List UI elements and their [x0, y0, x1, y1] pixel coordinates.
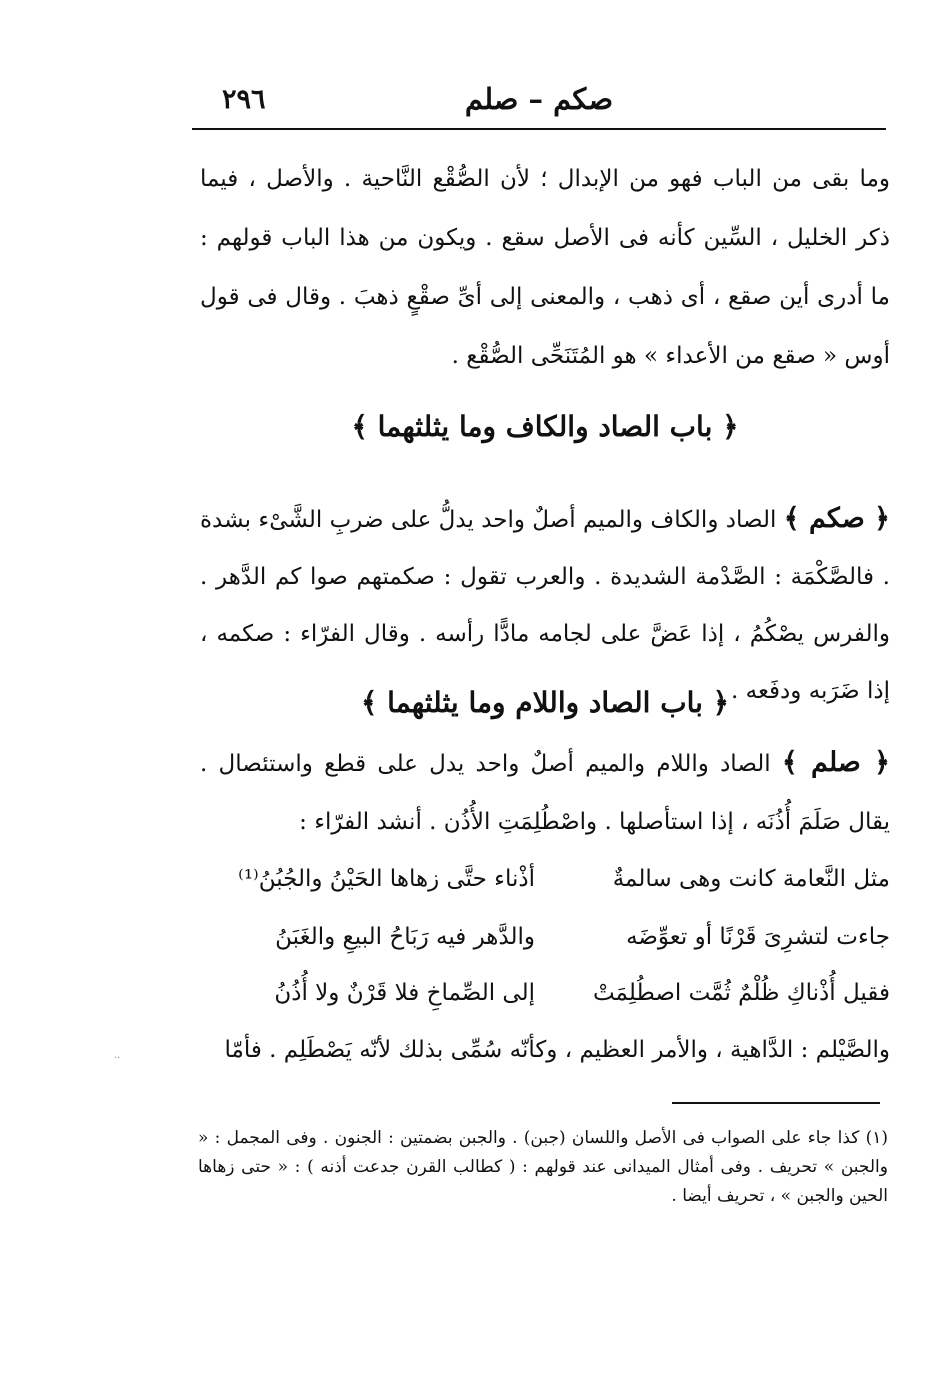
verse-second-hemistich: أذْناء حتَّى زهاها الحَيْنُ والجُبُنُ⁽¹⁾ [238, 866, 535, 892]
verse-first-hemistich: مثل النَّعامة كانت وهى سالمةٌ [612, 866, 890, 892]
poem-verse [200, 980, 890, 1036]
entry-salm-text: الصاد واللام والميم أصلٌ واحد يدل على قطع واستئصال . يقال صَلَمَ أُذُنَه ، إذا استأصلها . واصْطُلِمَتِ الأُذُن . أنشد الفرّاء : [200, 751, 890, 835]
entry-sakm-text: الصاد والكاف والميم أصلٌ واحد يدلُّ على ضربِ الشَّىْء بشدة . فالصَّكْمَة : الصَّدْمة الشديدة . والعرب تقول : صكمتهم صوا كم الدَّهر . والفرس يصْكُمُ ، إذا عَضَّ على لجامه مادًّا رأسه . وقال الفرّاء : صكمه ، إذا ضَرَبه ودفَعه . [200, 507, 890, 704]
entry-salm [200, 734, 890, 851]
headword-salm: ﴿ صلم ﴾ [781, 747, 890, 778]
header-rule [192, 128, 886, 130]
page-header [192, 78, 886, 126]
page-number: ٢٩٦ [222, 84, 266, 115]
intro-paragraph: وما بقى من الباب فهو من الإبدال ؛ لأن الصُّقْع النَّاحية . والأصل ، فيما ذكر الخليل ، السِّين كأنه فى الأصل سقع . ويكون من هذا الباب قولهم : ما أدرى أين صقع ، أى ذهب ، والمعنى إلى أىِّ صقْعٍ ذهبَ . وقال فى قول أوس « صقع من الأعداء » هو المُتَنَحِّى الصُّقْع . [200, 166, 890, 369]
headword-sakm: ﴿ صكم ﴾ [783, 503, 890, 534]
running-title: صكم – صلم [464, 82, 614, 116]
verse-first-hemistich: فقيل أُذْناكِ ظُلْمٌ ثُمَّت اصطُلِمَتْ [592, 980, 890, 1006]
poem-verse [200, 866, 890, 922]
poem-verse [200, 924, 890, 980]
verse-second-hemistich: إلى الصِّماخِ فلا قَرْنٌ ولا أُذُنُ [274, 980, 535, 1006]
section-heading-sad-lam: ﴿ باب الصاد واللام وما يثلثهما ﴾ [360, 686, 730, 719]
scan-speck: ·· [114, 1053, 121, 1064]
footnote: (١) كذا جاء على الصواب فى الأصل واللسان (جبن) . والجبن بضمتين : الجنون . وفى المجمل : « والجبن » تحريف . وفى أمثال الميدانى عند قولهم : ( كطالب القرن جدعت أذنه ) : « حتى زهاها الحين والجبن » ، تحريف أيضا . [198, 1128, 888, 1206]
closing-paragraph: والصَّيْلم : الدَّاهية ، والأمر العظيم ، وكأنّه سُمِّى بذلك لأنّه يَصْطَلِم . فأمّا [224, 1037, 890, 1063]
footnote-rule [672, 1102, 880, 1104]
section-heading-sad-kaf: ﴿ باب الصاد والكاف وما يثلثهما ﴾ [351, 410, 739, 443]
verse-first-hemistich: جاءت لتشرِىَ قَرْنًا أو تعوِّضَه [626, 924, 890, 950]
verse-second-hemistich: والدَّهر فيه رَبَاحُ البيعِ والغَبَنُ [275, 924, 535, 950]
